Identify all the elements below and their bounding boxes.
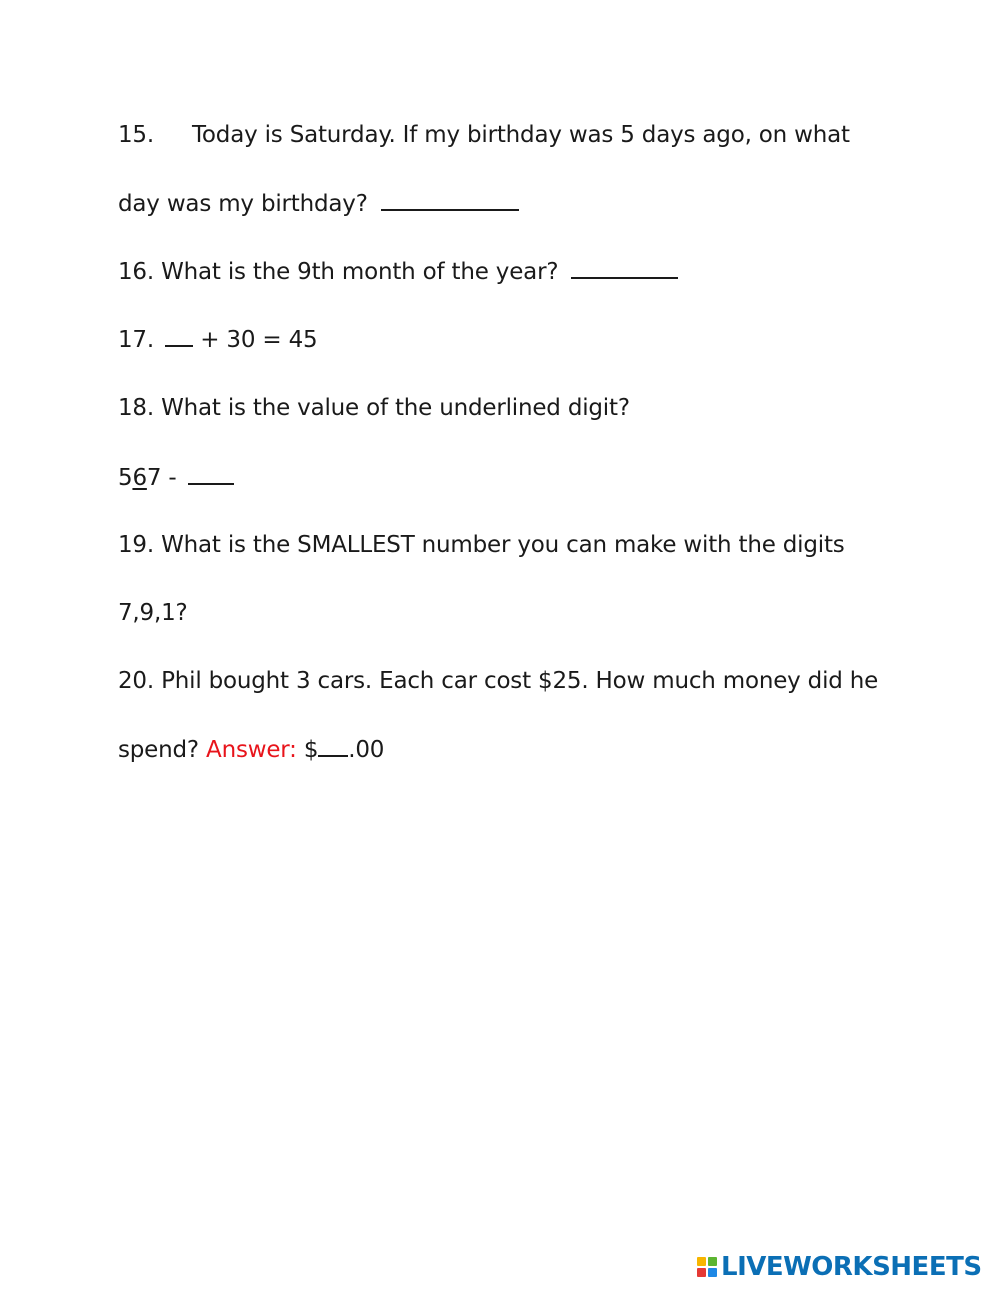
answer-blank-15[interactable] xyxy=(381,188,519,211)
question-18-text: 18. What is the value of the underlined digit? xyxy=(118,395,630,421)
logo-text: LIVEWORKSHEETS xyxy=(721,1252,982,1282)
number-digit-5: 5 xyxy=(118,465,133,491)
logo-block-1 xyxy=(697,1257,706,1266)
question-18-number-line xyxy=(118,462,234,493)
question-17-equation: + 30 = 45 xyxy=(200,327,318,353)
question-20-text: 20. Phil bought 3 cars. Each car cost $25. How much money did he xyxy=(118,668,879,694)
question-16 xyxy=(118,256,678,287)
answer-blank-17[interactable] xyxy=(165,324,193,347)
question-19-line-2 xyxy=(118,598,188,628)
answer-blank-16[interactable] xyxy=(571,256,678,279)
question-15-text-cont: day was my birthday? xyxy=(118,191,368,217)
question-15-line-2 xyxy=(118,188,519,219)
number-digit-7: 7 - xyxy=(146,465,177,491)
logo-block-2 xyxy=(708,1257,717,1266)
logo-block-4 xyxy=(708,1268,717,1277)
question-16-text: 16. What is the 9th month of the year? xyxy=(118,259,559,285)
answer-blank-18[interactable] xyxy=(188,462,234,485)
answer-input-20[interactable] xyxy=(318,734,348,757)
question-19-digits: 7,9,1? xyxy=(118,600,188,626)
question-17 xyxy=(118,324,317,355)
logo-block-3 xyxy=(697,1268,706,1277)
question-20-text-cont: spend? xyxy=(118,737,199,763)
question-18 xyxy=(118,393,630,423)
question-20-line-2 xyxy=(118,734,384,765)
question-15-number: 15. xyxy=(118,122,154,148)
answer-label: Answer: xyxy=(206,737,297,763)
liveworksheets-logo[interactable] xyxy=(697,1252,982,1282)
question-17-number: 17. xyxy=(118,327,154,353)
cents-text: .00 xyxy=(348,737,385,763)
question-15-line-1 xyxy=(118,120,850,150)
dollar-sign: $ xyxy=(303,737,319,763)
underlined-digit: 6 xyxy=(132,465,147,491)
question-19-text: 19. What is the SMALLEST number you can make with the digits xyxy=(118,532,845,558)
question-20-line-1 xyxy=(118,666,878,696)
question-19-line-1 xyxy=(118,530,845,560)
question-15-text: Today is Saturday. If my birthday was 5 days ago, on what xyxy=(191,122,850,148)
logo-blocks-icon xyxy=(697,1257,717,1277)
